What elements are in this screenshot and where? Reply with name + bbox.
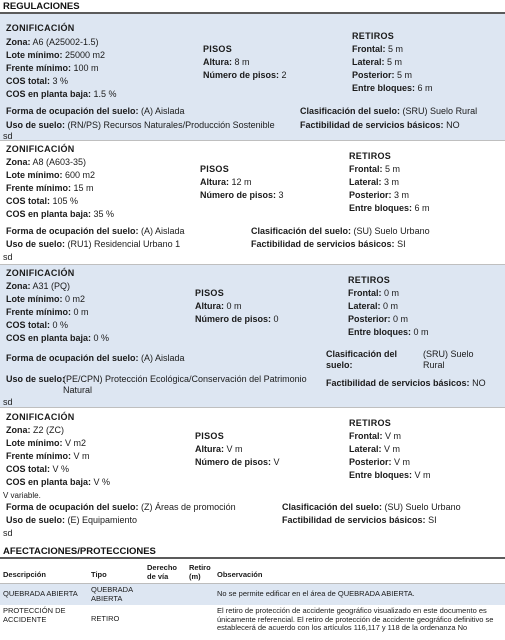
pisos-heading: PISOS [195,288,225,298]
numero-pisos-label: Número de pisos: [200,190,277,200]
cos-planta-baja-label: COS en planta baja: [6,477,92,487]
lateral-label: Lateral: [348,301,381,311]
lote-minimo-value: 600 m2 [65,170,96,180]
factibilidad-value: SI [397,239,406,249]
factibilidad-value: SI [428,515,437,525]
altura-value: 12 m [231,177,252,187]
forma-ocupacion-label: Forma de ocupación del suelo: [6,353,139,363]
col-header-retiro: Retiro (m) [186,561,214,584]
cos-planta-baja-label: COS en planta baja: [6,89,92,99]
lote-minimo-value: 25000 m2 [65,50,106,60]
clasificacion-label-line1: Clasificación del [326,349,398,359]
frente-minimo-label: Frente mínimo: [6,451,72,461]
frontal-label: Frontal: [349,431,383,441]
cos-planta-baja-value: V % [93,477,111,487]
retiros-heading: RETIROS [349,151,392,161]
retiros-heading: RETIROS [352,31,395,41]
lateral-value: 5 m [387,57,403,67]
afectaciones-table [0,561,505,635]
zone-note: sd [3,528,13,538]
factibilidad-value: NO [446,120,460,130]
forma-ocupacion-label: Forma de ocupación del suelo: [6,106,139,116]
table-row [0,584,505,606]
cos-total-label: COS total: [6,76,50,86]
clasificacion-label: Clasificación del suelo: [300,106,401,116]
lote-minimo-label: Lote mínimo: [6,294,63,304]
frontal-label: Frontal: [349,164,383,174]
posterior-value: 5 m [397,70,413,80]
col-header-observacion: Observación [214,561,505,584]
pisos-heading: PISOS [200,164,230,174]
forma-ocupacion-value: (A) Aislada [141,226,185,236]
posterior-label: Posterior: [348,314,391,324]
zona-label: Zona: [6,425,31,435]
col-header-descripcion: Descripción [0,561,88,584]
zona-label: Zona: [6,281,31,291]
zona-label: Zona: [6,37,31,47]
zone-note: sd [3,397,13,407]
cell-derecho-via [144,605,186,635]
cell-descripcion: PROTECCIÓN DE ACCIDENTE [0,605,88,635]
zone-note: sd [3,252,13,262]
uso-suelo-label: Uso de suelo: [6,120,66,130]
posterior-value: 0 m [393,314,409,324]
clasificacion-value: (SRU) Suelo Rural [402,106,478,116]
cell-observacion: El retiro de protección de accidente geográfico visualizado en este documento es únicamente referencial. El retiro de protección de accidente geográfico definitivo se establecerá de acuerdo con los artículos 116,117 y 118 de la ordenanza No [214,605,505,635]
frente-minimo-value: 0 m [73,307,89,317]
lote-minimo-label: Lote mínimo: [6,50,63,60]
frontal-value: 0 m [384,288,400,298]
col-header-tipo: Tipo [88,561,144,584]
entre-bloques-value: V m [414,470,431,480]
frente-minimo-label: Frente mínimo: [6,183,72,193]
posterior-label: Posterior: [349,190,392,200]
forma-ocupacion-label: Forma de ocupación del suelo: [6,226,139,236]
numero-pisos-value: V [273,457,280,467]
zone-block-1 [0,14,505,141]
forma-ocupacion-value: (Z) Áreas de promoción [141,502,236,512]
entre-bloques-label: Entre bloques: [349,203,413,213]
clasificacion-value: (SRU) Suelo Rural [423,349,474,370]
lateral-label: Lateral: [352,57,385,67]
frontal-label: Frontal: [348,288,382,298]
altura-value: V m [226,444,243,454]
lote-minimo-value: V m2 [65,438,87,448]
cos-planta-baja-label: COS en planta baja: [6,209,92,219]
cos-total-value: 0 % [52,320,69,330]
zone-block-4 [0,408,505,542]
zona-value: Z2 (ZC) [33,425,65,435]
table-header-row [0,561,505,584]
altura-label: Altura: [200,177,229,187]
forma-ocupacion-value: (A) Aislada [141,106,185,116]
cell-tipo: QUEBRADA ABIERTA [88,584,144,606]
posterior-value: 3 m [394,190,410,200]
frente-minimo-value: 100 m [73,63,99,73]
frente-minimo-value: V m [73,451,90,461]
afectaciones-title: AFECTACIONES/PROTECCIONES [0,545,505,559]
zona-value: A31 (PQ) [32,281,71,291]
cos-planta-baja-value: 1.5 % [93,89,117,99]
cos-planta-baja-value: 35 % [93,209,115,219]
uso-suelo-value: (RU1) Residencial Urbano 1 [67,239,181,249]
lateral-label: Lateral: [349,444,382,454]
zonificacion-heading: ZONIFICACIÓN [6,268,75,278]
clasificacion-label-line2: suelo: [326,360,353,370]
factibilidad-label: Factibilidad de servicios básicos: [326,378,470,388]
clasificacion-value: (SU) Suelo Urbano [384,502,461,512]
altura-value: 0 m [226,301,242,311]
factibilidad-label: Factibilidad de servicios básicos: [251,239,395,249]
uso-suelo-label: Uso de suelo: [6,515,66,525]
zone-note: sd [3,131,13,141]
uso-suelo-label: Uso de suelo: [6,374,66,384]
numero-pisos-label: Número de pisos: [203,70,280,80]
factibilidad-value: NO [472,378,486,388]
frontal-label: Frontal: [352,44,386,54]
entre-bloques-value: 0 m [413,327,429,337]
zonificacion-heading: ZONIFICACIÓN [6,23,75,33]
clasificacion-label: Clasificación del suelo: [282,502,383,512]
zone-block-3 [0,265,505,408]
cos-total-value: 105 % [52,196,79,206]
uso-suelo-value: (E) Equipamiento [67,515,138,525]
cell-retiro [186,605,214,635]
cell-derecho-via [144,584,186,606]
posterior-label: Posterior: [349,457,392,467]
zona-label: Zona: [6,157,31,167]
frente-minimo-label: Frente mínimo: [6,307,72,317]
lateral-label: Lateral: [349,177,382,187]
cell-retiro [186,584,214,606]
cos-total-label: COS total: [6,196,50,206]
altura-label: Altura: [195,301,224,311]
col-header-derecho-via: Derecho de vía [144,561,186,584]
entre-bloques-label: Entre bloques: [352,83,416,93]
cell-tipo: RETIRO [88,605,144,635]
clasificacion-label: Clasificación del suelo: [251,226,352,236]
lote-minimo-value: 0 m2 [65,294,86,304]
frente-minimo-label: Frente mínimo: [6,63,72,73]
lateral-value: 0 m [383,301,399,311]
posterior-value: V m [394,457,411,467]
regulaciones-title: REGULACIONES [0,0,505,14]
cell-descripcion: QUEBRADA ABIERTA [0,584,88,606]
zone-block-2 [0,141,505,265]
zonificacion-heading: ZONIFICACIÓN [6,144,75,154]
numero-pisos-label: Número de pisos: [195,457,272,467]
forma-ocupacion-value: (A) Aislada [141,353,185,363]
zona-value: A6 (A25002-1.5) [32,37,99,47]
lateral-value: V m [384,444,401,454]
retiros-heading: RETIROS [349,418,392,428]
factibilidad-label: Factibilidad de servicios básicos: [282,515,426,525]
altura-value: 8 m [234,57,250,67]
cos-planta-baja-value: 0 % [93,333,110,343]
retiros-heading: RETIROS [348,275,391,285]
numero-pisos-value: 2 [281,70,287,80]
frontal-value: 5 m [385,164,401,174]
zona-value: A8 (A603-35) [32,157,87,167]
altura-label: Altura: [203,57,232,67]
cos-total-value: V % [52,464,70,474]
pisos-heading: PISOS [195,431,225,441]
frontal-value: V m [385,431,402,441]
numero-pisos-value: 3 [278,190,284,200]
frente-minimo-value: 15 m [73,183,94,193]
uso-suelo-value: (RN/PS) Recursos Naturales/Producción Sostenible [67,120,275,130]
factibilidad-label: Factibilidad de servicios básicos: [300,120,444,130]
forma-ocupacion-label: Forma de ocupación del suelo: [6,502,139,512]
variable-note: V variable. [3,491,41,500]
cos-total-label: COS total: [6,320,50,330]
cell-observacion: No se permite edificar en el área de QUEBRADA ABIERTA. [214,584,505,606]
entre-bloques-label: Entre bloques: [348,327,412,337]
numero-pisos-value: 0 [273,314,279,324]
entre-bloques-label: Entre bloques: [349,470,413,480]
entre-bloques-value: 6 m [417,83,433,93]
cos-total-label: COS total: [6,464,50,474]
cos-total-value: 3 % [52,76,69,86]
altura-label: Altura: [195,444,224,454]
zonificacion-heading: ZONIFICACIÓN [6,412,75,422]
lote-minimo-label: Lote mínimo: [6,438,63,448]
cos-planta-baja-label: COS en planta baja: [6,333,92,343]
pisos-heading: PISOS [203,44,233,54]
uso-suelo-value: (PE/CPN) Protección Ecológica/Conservación del Patrimonio Natural [63,374,307,395]
posterior-label: Posterior: [352,70,395,80]
clasificacion-value: (SU) Suelo Urbano [353,226,430,236]
entre-bloques-value: 6 m [414,203,430,213]
table-row [0,605,505,635]
numero-pisos-label: Número de pisos: [195,314,272,324]
lateral-value: 3 m [384,177,400,187]
lote-minimo-label: Lote mínimo: [6,170,63,180]
uso-suelo-label: Uso de suelo: [6,239,66,249]
frontal-value: 5 m [388,44,404,54]
